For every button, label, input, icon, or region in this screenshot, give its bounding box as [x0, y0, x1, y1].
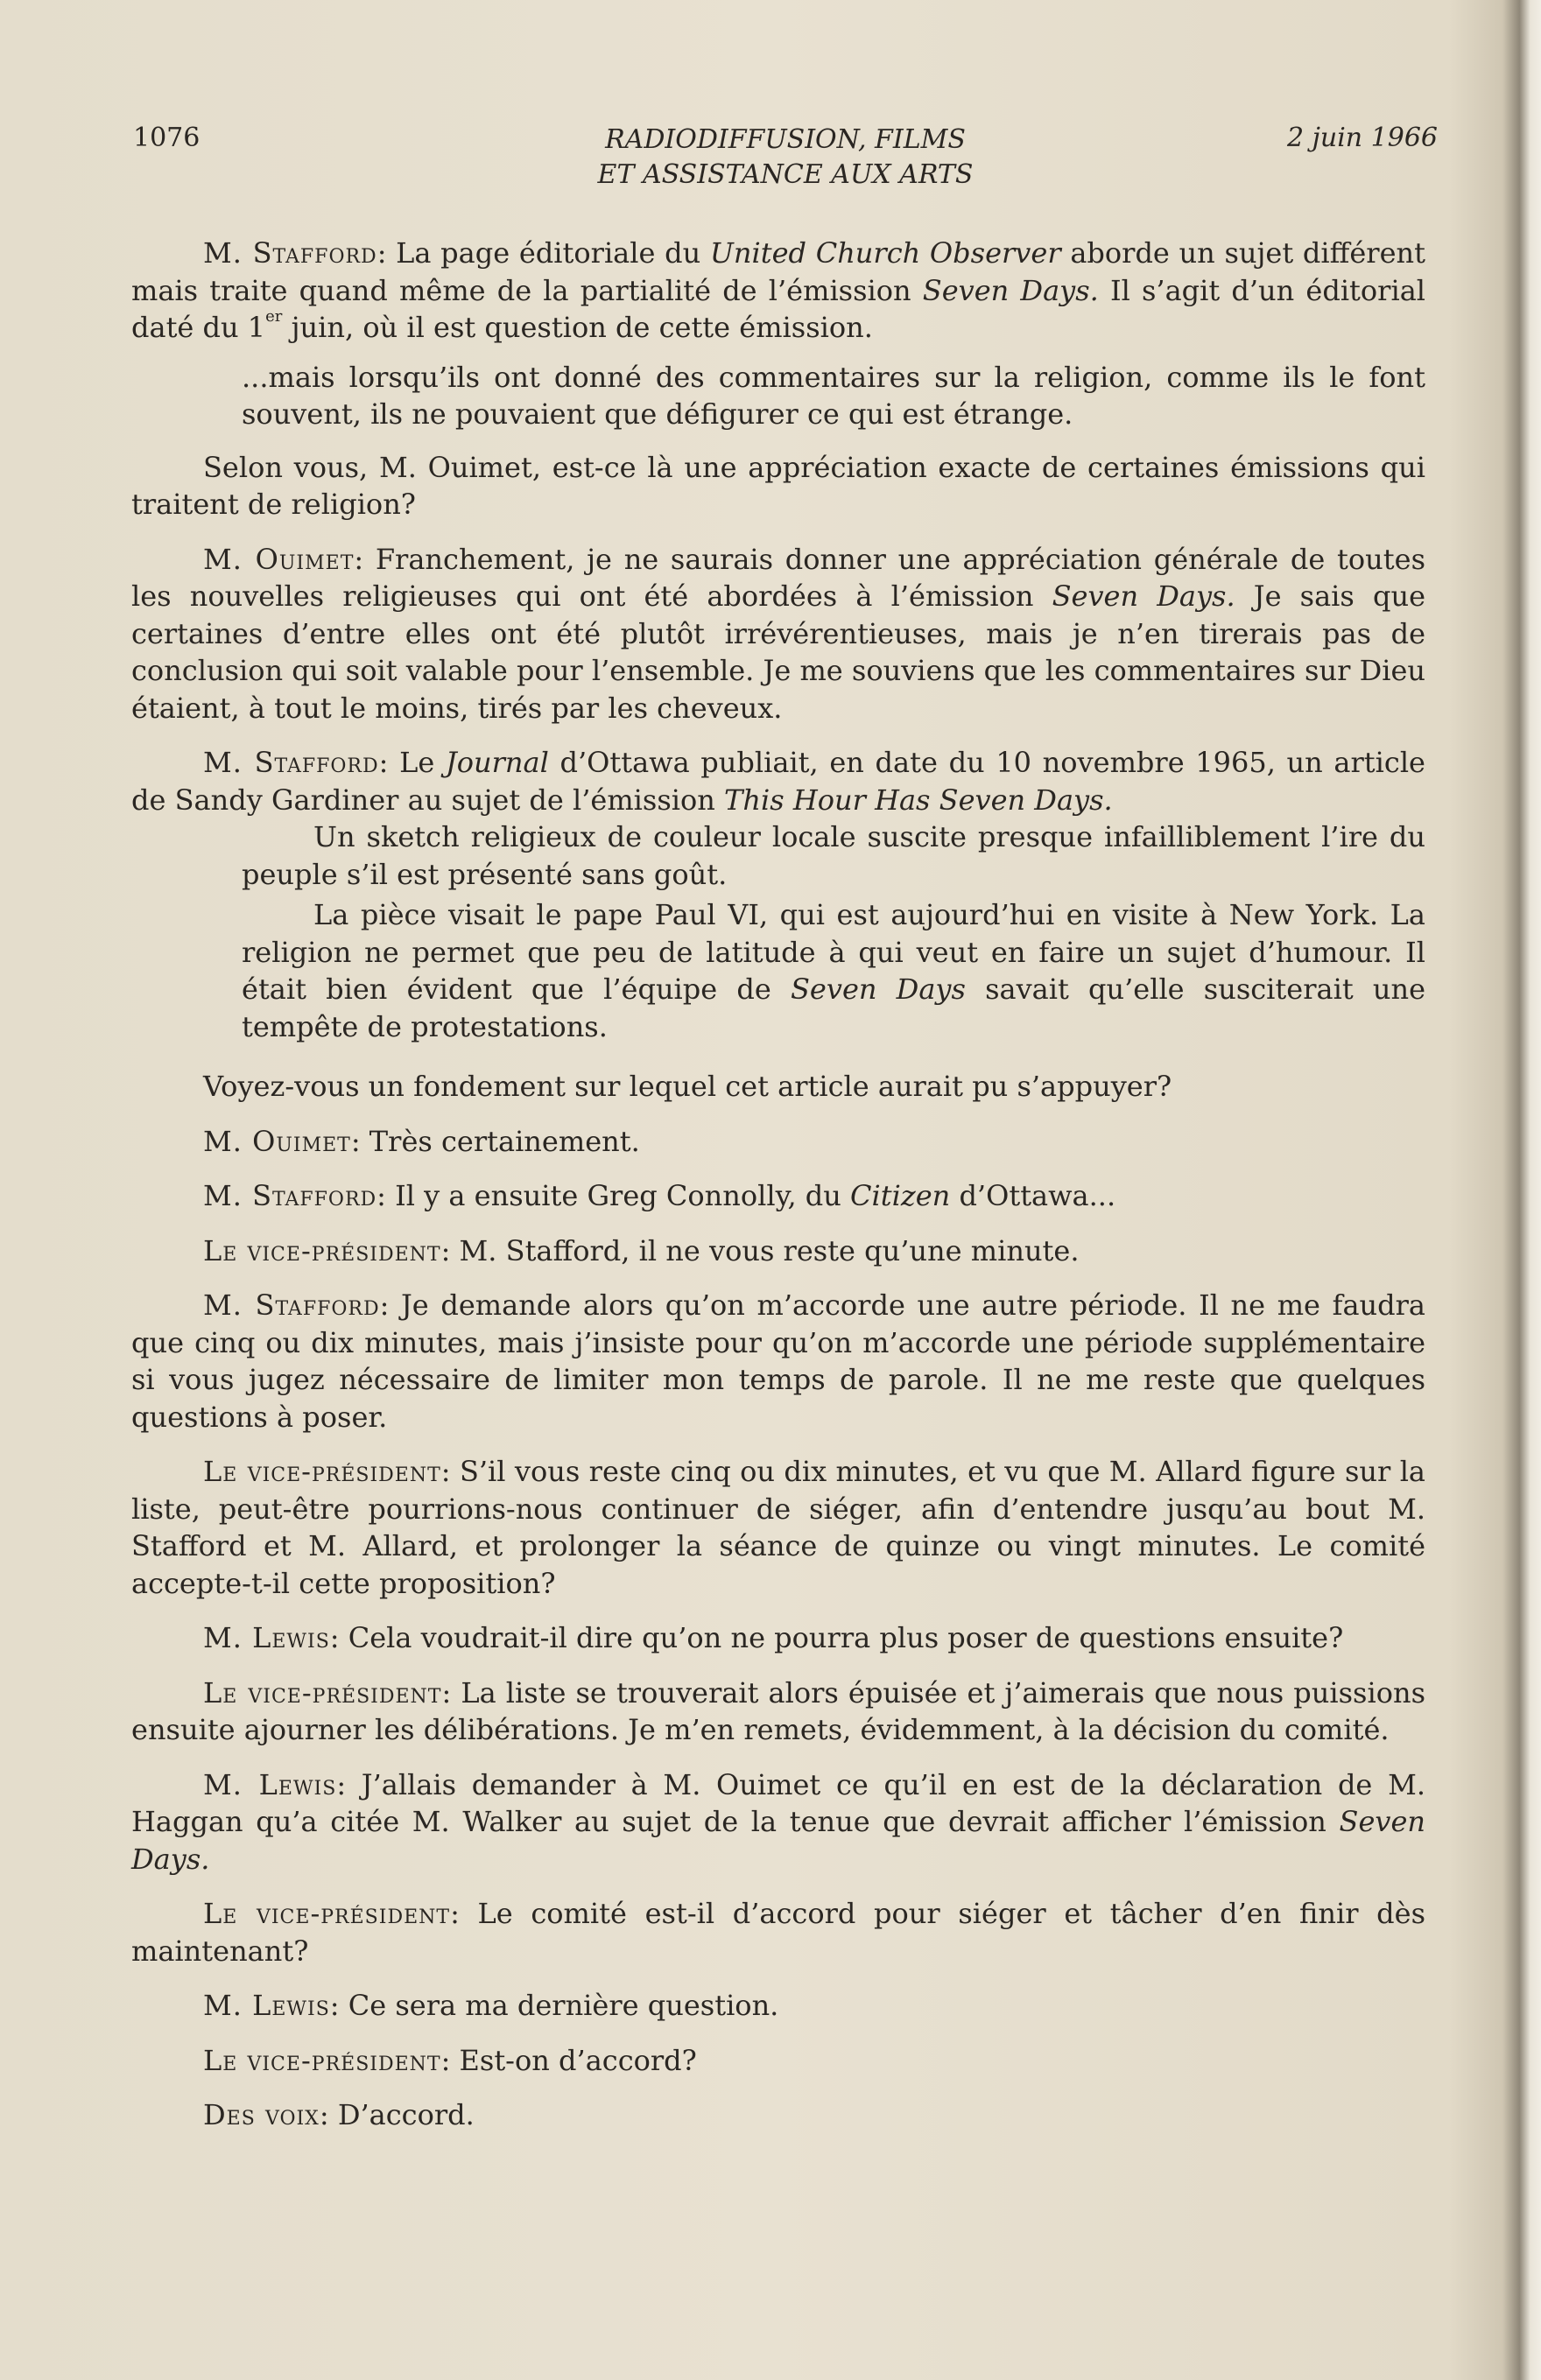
speaker-name: M. Stafford — [203, 1288, 380, 1322]
text: : S’il vous reste cinq ou dix minutes, et vu que M. Allard figure sur la liste, peut-être pourrions-nous continuer de siéger, afin d’entendre jusqu’au bout M. Stafford et M. Allard, et prolonger la séance de quinze ou vingt minutes. Le comité accepte-t-il cette proposition? — [131, 1455, 1426, 1600]
italic-title: Journal — [445, 746, 549, 779]
text: : La page éditoriale du — [376, 236, 710, 270]
text: : Est-on d’accord? — [440, 2043, 697, 2077]
paragraph-voices — [131, 2096, 1425, 2134]
running-header — [133, 123, 1438, 193]
text: : La liste se trouverait alors épuisée et j’aimerais que nous puissions ensuite ajourner les délibérations. Je m’en remets, évidemment, à la décision du comité. — [131, 1675, 1426, 1746]
text: d’Ottawa... — [950, 1179, 1116, 1212]
text: d’Ottawa publiait, en date du 10 novembre 1965, un article de Sandy Gardiner au sujet de l’émission — [131, 746, 1425, 817]
running-title-line-1: RADIODIFFUSION, FILMS — [605, 124, 966, 155]
speaker-name: Des voix — [203, 2098, 320, 2131]
text: Il s’agit d’un éditorial daté du 1 — [131, 273, 1426, 344]
speaker-name: Le vice-président — [203, 1233, 441, 1267]
speaker-name: M. Lewis — [203, 1989, 330, 2022]
body-text — [131, 235, 1425, 2152]
paragraph-question: Selon vous, M. Ouimet, est-ce là une appréciation exacte de certaines émissions qui traitent de religion? — [131, 450, 1425, 521]
text: aborde un sujet différent mais traite quand même de la partialité de l’émission — [131, 236, 1426, 307]
speaker-name: M. Lewis — [203, 1621, 330, 1654]
block-quote-3 — [242, 896, 1425, 1045]
speaker-name: M. Lewis — [203, 1767, 337, 1801]
text: Je sais que certaines d’entre elles ont été plutôt irrévérentieuses, mais je n’en tirerais pas de conclusion qui soit valable pour l’ensemble. Je me souviens que les commentaires sur Dieu étaient, à tout le moins, tirés par les cheveux. — [131, 579, 1425, 725]
superscript: er — [265, 307, 283, 326]
block-quote-2: Un sketch religieux de couleur locale suscite presque infailliblement l’ire du peuple s’il est présenté sans goût. — [242, 820, 1425, 891]
text: : M. Stafford, il ne vous reste qu’une minute. — [440, 1233, 1080, 1267]
paragraph-ouimet-1 — [131, 541, 1425, 727]
text: : J’allais demander à M. Ouimet ce qu’il en est de la déclaration de M. Haggan qu’a citée M. Walker au sujet de la tenue que devrait afficher l’émission — [131, 1767, 1426, 1838]
text: savait qu’elle susciterait une tempête de protestations. — [242, 972, 1426, 1043]
italic-title: This Hour Has Seven Days. — [724, 783, 1113, 817]
speaker-name: M. Stafford — [203, 1179, 377, 1212]
italic-title: United Church Observer — [709, 236, 1061, 270]
italic-title: Seven Days. — [1052, 579, 1235, 613]
paragraph-lewis-2 — [131, 1766, 1425, 1878]
paragraph-lewis-3 — [131, 1987, 1425, 2025]
text: : Franchement, je ne saurais donner une appréciation générale de toutes les nouvelles religieuses qui ont été abordées à l’émission — [131, 542, 1426, 613]
text: : Je demande alors qu’on m’accorde une autre période. Il ne me faudra que cinq ou dix minutes, mais j’insiste pour qu’on m’accorde une période supplémentaire si vous jugez nécessaire de limiter mon temps de parole. Il ne me reste que quelques questions à poser. — [131, 1288, 1425, 1434]
paragraph-stafford-1 — [131, 235, 1425, 347]
text: : Le comité est-il d’accord pour siéger et tâcher d’en finir dès maintenant? — [131, 1897, 1426, 1968]
speaker-name: Le vice-président — [203, 1897, 451, 1930]
speaker-name: M. Ouimet — [203, 1124, 351, 1158]
paragraph-vice-president-2 — [131, 1453, 1425, 1602]
block-quote-1: ...mais lorsqu’ils ont donné des commentaires sur la religion, comme ils le font souvent, ils ne pouvaient que défigurer ce qui est étrange. — [242, 360, 1425, 431]
running-title-line-2: ET ASSISTANCE AUX ARTS — [597, 159, 974, 190]
italic-title: Seven Days. — [922, 273, 1099, 307]
text: : Ce sera ma dernière question. — [329, 1989, 779, 2022]
header-date: 2 juin 1966 — [1286, 123, 1438, 153]
paragraph-ouimet-2 — [131, 1123, 1425, 1161]
text: : D’accord. — [319, 2098, 475, 2131]
paragraph-vice-president-4 — [131, 1895, 1425, 1969]
paragraph-vice-president-1 — [131, 1232, 1425, 1270]
text: : Cela voudrait-il dire qu’on ne pourra plus poser de questions ensuite? — [329, 1621, 1344, 1654]
text: La pièce visait le pape Paul VI, qui est aujourd’hui en visite à New York. La religion ne permet que peu de latitude à qui veut en faire un sujet d’humour. Il était bien évident que l’équipe de — [242, 898, 1425, 1006]
text: juin, où il est question de cette émission. — [282, 311, 873, 344]
text: : Il y a ensuite Greg Connolly, du — [376, 1179, 851, 1212]
italic-title: Citizen — [850, 1179, 951, 1212]
paragraph-lewis-1 — [131, 1619, 1425, 1657]
running-title — [133, 123, 1438, 193]
italic-title: Seven Days — [791, 972, 966, 1006]
speaker-name: M. Stafford — [203, 746, 379, 779]
speaker-name: M. Stafford — [203, 236, 377, 270]
speaker-name: Le vice-président — [203, 1675, 442, 1710]
paragraph-vice-president-5 — [131, 2042, 1425, 2080]
paragraph-stafford-2 — [131, 744, 1425, 818]
paragraph-stafford-3 — [131, 1177, 1425, 1215]
paragraph-question-2: Voyez-vous un fondement sur lequel cet article aurait pu s’appuyer? — [203, 1070, 1172, 1103]
speaker-name: M. Ouimet — [203, 542, 355, 576]
speaker-name: Le vice-président — [203, 2043, 441, 2077]
paragraph-vice-president-3 — [131, 1674, 1425, 1749]
text: : Le — [378, 746, 446, 779]
page-number: 1076 — [133, 123, 201, 153]
italic-title: Seven Days. — [131, 1805, 1425, 1876]
text: : Très certainement. — [350, 1124, 640, 1158]
paragraph-stafford-4 — [131, 1287, 1425, 1436]
speaker-name: Le vice-président — [203, 1455, 441, 1488]
